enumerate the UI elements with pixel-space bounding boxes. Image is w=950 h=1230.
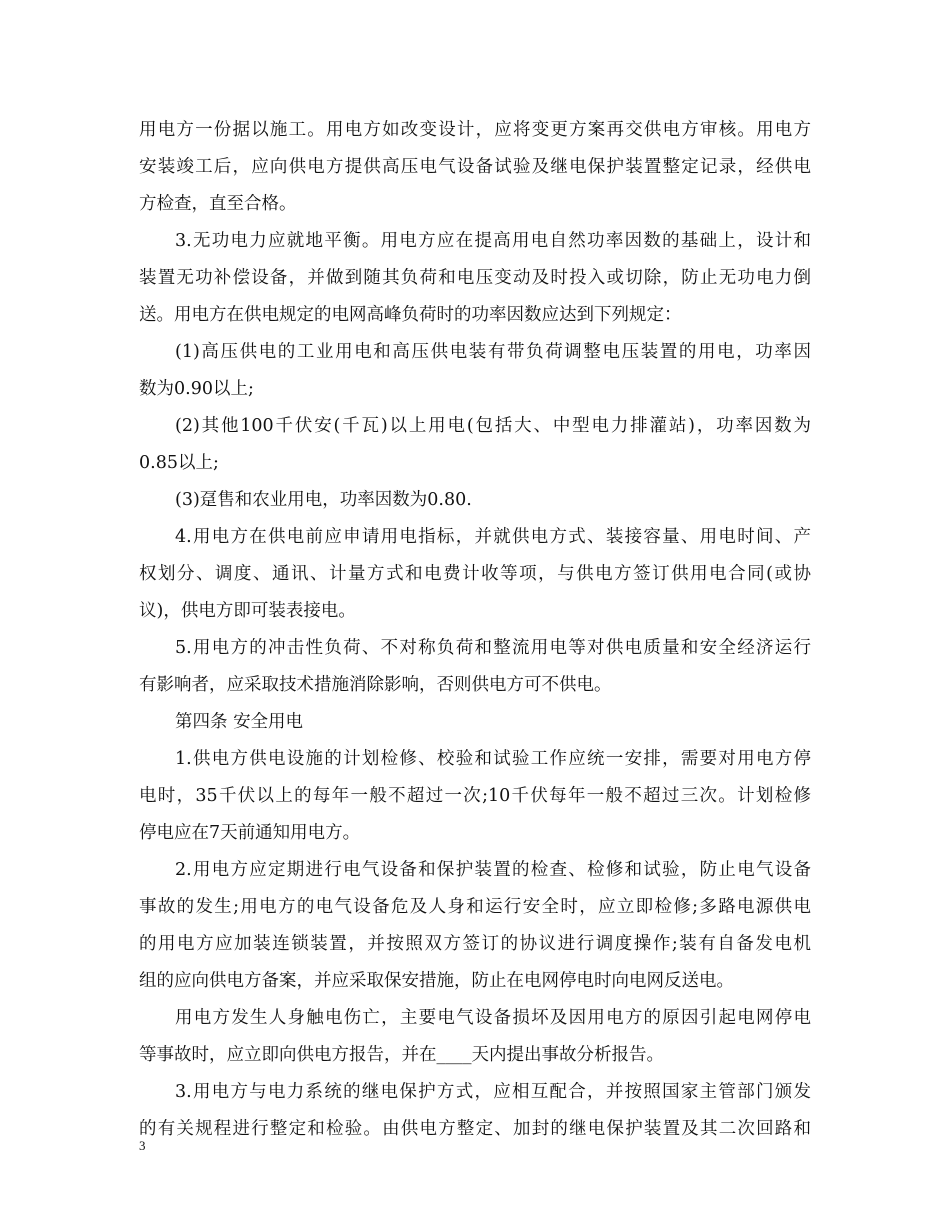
text-line: 用电方发生人身触电伤亡，主要电气设备损坏及因用电方的原因引起电网停电: [175, 1008, 811, 1028]
page-number: 3: [139, 1138, 146, 1153]
text-line: 权划分、调度、通讯、计量方式和电费计收等项，与供电方签订供用电合同(或协: [139, 564, 811, 584]
body-text: [139, 112, 811, 1148]
text-line: (2)其他100千伏安(千瓦)以上用电(包括大、中型电力排灌站)，功率因数为: [175, 416, 811, 436]
section-heading: 第四条 安全用电: [175, 712, 304, 732]
text-line: 组的应向供电方备案，并应采取保安措施，防止在电网停电时向电网反送电。: [139, 971, 734, 991]
text-line: 用电方一份据以施工。用电方如改变设计，应将变更方案再交供电方审核。用电方: [139, 120, 811, 140]
text-line: 等事故时，应立即向供电方报告，并在____天内提出事故分析报告。: [139, 1045, 664, 1065]
text-line: 3.无功电力应就地平衡。用电方应在提高用电自然功率因数的基础上，设计和: [175, 231, 811, 251]
text-line: 0.85以上;: [139, 453, 219, 473]
text-line: 3.用电方与电力系统的继电保护方式，应相互配合，并按照国家主管部门颁发: [175, 1082, 811, 1102]
text-line: 议)，供电方即可装表接电。: [139, 601, 356, 621]
text-line: 方检查，直至合格。: [139, 194, 297, 214]
text-line: 的用电方应加装连锁装置，并按照双方签订的协议进行调度操作;装有自备发电机: [139, 934, 811, 954]
text-line: 送。用电方在供电规定的电网高峰负荷时的功率因数应达到下列规定：: [139, 305, 682, 325]
text-line: 的有关规程进行整定和检验。由供电方整定、加封的继电保护装置及其二次回路和: [139, 1119, 811, 1139]
text-line: 2.用电方应定期进行电气设备和保护装置的检查、检修和试验，防止电气设备: [175, 860, 811, 880]
text-line: 5.用电方的冲击性负荷、不对称负荷和整流用电等对供电质量和安全经济运行: [175, 638, 811, 658]
text-line: 有影响者，应采取技术措施消除影响，否则供电方可不供电。: [139, 675, 612, 695]
text-line: (3)趸售和农业用电，功率因数为0.80.: [175, 490, 472, 510]
text-line: 数为0.90以上;: [139, 379, 254, 399]
text-line: 1.供电方供电设施的计划检修、校验和试验工作应统一安排，需要对用电方停: [175, 749, 811, 769]
text-line: 4.用电方在供电前应申请用电指标，并就供电方式、装接容量、用电时间、产: [175, 527, 811, 547]
text-line: 停电应在7天前通知用电方。: [139, 823, 361, 843]
text-line: (1)高压供电的工业用电和高压供电装有带负荷调整电压装置的用电，功率因: [175, 342, 811, 362]
text-line: 电时，35千伏以上的每年一般不超过一次;10千伏每年一般不超过三次。计划检修: [139, 786, 811, 806]
text-line: 事故的发生;用电方的电气设备危及人身和运行安全时，应立即检修;多路电源供电: [139, 897, 811, 917]
text-line: 装置无功补偿设备，并做到随其负荷和电压变动及时投入或切除，防止无功电力倒: [139, 268, 811, 288]
text-line: 安装竣工后，应向供电方提供高压电气设备试验及继电保护装置整定记录，经供电: [139, 157, 811, 177]
